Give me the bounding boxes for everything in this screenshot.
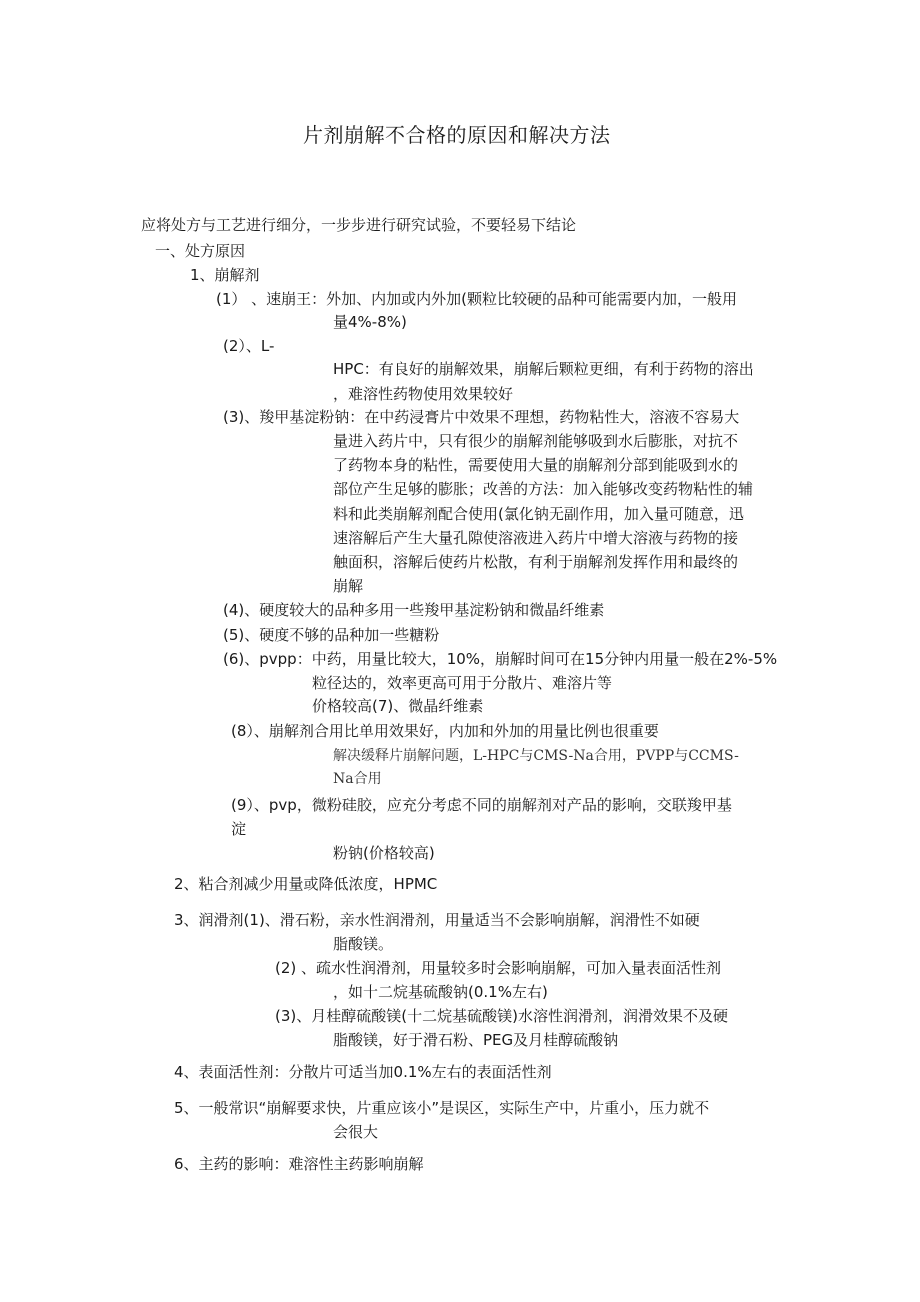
- item3-line: 脂酸镁，好于滑石粉、PEG及月桂醇硫酸钠: [333, 1031, 619, 1049]
- sub3-line: 量进入药片中，只有很少的崩解剂能够吸到水后膨胀，对抗不: [333, 432, 739, 450]
- item6-line: 6、主药的影响：难溶性主药影响崩解: [174, 1155, 424, 1173]
- sub3-line: 了药物本身的粘性，需要使用大量的崩解剂分部到能吸到水的: [333, 456, 739, 474]
- sub3-line: 部位产生足够的膨胀；改善的方法：加入能够改变药物粘性的辅: [333, 480, 754, 498]
- item5-line: 5、一般常识“崩解要求快，片重应该小”是误区，实际生产中，片重小，压力就不: [174, 1099, 710, 1117]
- sub2-line: HPC：有良好的崩解效果，崩解后颗粒更细，有利于药物的溶出: [333, 360, 754, 378]
- sub1-line: 量4%-8%): [333, 313, 407, 331]
- item5-line: 会很大: [333, 1123, 379, 1141]
- sub9-line: (9）、pvp，微粉硅胶，应充分考虑不同的崩解剂对产品的影响，交联羧甲基: [231, 796, 732, 814]
- sub1-line: (1） 、速崩王：外加、内加或内外加(颗粒比较硬的品种可能需要内加，一般用: [216, 290, 738, 308]
- item-heading-disintegrant: 1、崩解剂: [190, 266, 260, 284]
- sub5-line: (5)、硬度不够的品种加一些糖粉: [223, 626, 440, 644]
- item3-line: 3、润滑剂(1)、滑石粉，亲水性润滑剂，用量适当不会影响崩解，润滑性不如硬: [174, 911, 700, 929]
- item3-line: ，如十二烷基硫酸钠(0.1%左右): [333, 983, 548, 1001]
- sub3-line: 料和此类崩解剂配合使用(氯化钠无副作用，加入量可随意，迅: [333, 505, 744, 523]
- sub2-line: (2）、L-: [223, 337, 275, 355]
- page-title: 片剂崩解不合格的原因和解决方法: [303, 123, 611, 147]
- sub6-line: 粒径达的，效率更高可用于分散片、难溶片等: [312, 674, 613, 692]
- sub2-line: ，难溶性药物使用效果较好: [333, 385, 514, 403]
- item3-line: 脂酸镁。: [333, 935, 394, 953]
- item3-line: (2) 、疏水性润滑剂，用量较多时会影响崩解，可加入量表面活性剂: [275, 959, 722, 977]
- sub9-line: 粉钠(价格较高): [333, 844, 435, 862]
- sub3-line: 速溶解后产生大量孔隙使溶液进入药片中增大溶液与药物的接: [333, 529, 739, 547]
- intro-text: 应将处方与工艺进行细分，一步步进行研究试验，不要轻易下结论: [141, 216, 577, 234]
- item4-line: 4、表面活性剂：分散片可适当加0.1%左右的表面活性剂: [174, 1063, 552, 1081]
- sub8-line: 解决缓释片崩解问题，L-HPC与CMS-Na合用，PVPP与CCMS-: [333, 748, 739, 764]
- section-heading: 一、处方原因: [155, 242, 246, 260]
- sub3-line: 崩解: [333, 577, 364, 595]
- sub8-line: (8）、崩解剂合用比单用效果好，内加和外加的用量比例也很重要: [231, 722, 659, 740]
- sub4-line: (4)、硬度较大的品种多用一些羧甲基淀粉钠和微晶纤维素: [223, 601, 605, 619]
- sub6-line: 价格较高(7)、微晶纤维素: [312, 697, 484, 715]
- sub6-line: (6)、pvpp：中药，用量比较大，10%，崩解时间可在15分钟内用量一般在2%-5%: [223, 650, 778, 668]
- sub8-line: Na合用: [333, 771, 382, 787]
- item2-line: 2、粘合剂减少用量或降低浓度，HPMC: [174, 875, 438, 893]
- sub3-line: 触面积，溶解后使药片松散，有利于崩解剂发挥作用和最终的: [333, 553, 739, 571]
- sub3-line: (3)、羧甲基淀粉钠：在中药浸膏片中效果不理想，药物粘性大，溶液不容易大: [223, 408, 740, 426]
- sub9-line: 淀: [231, 820, 247, 838]
- item3-line: (3)、月桂醇硫酸镁(十二烷基硫酸镁)水溶性润滑剂，润滑效果不及硬: [275, 1007, 728, 1025]
